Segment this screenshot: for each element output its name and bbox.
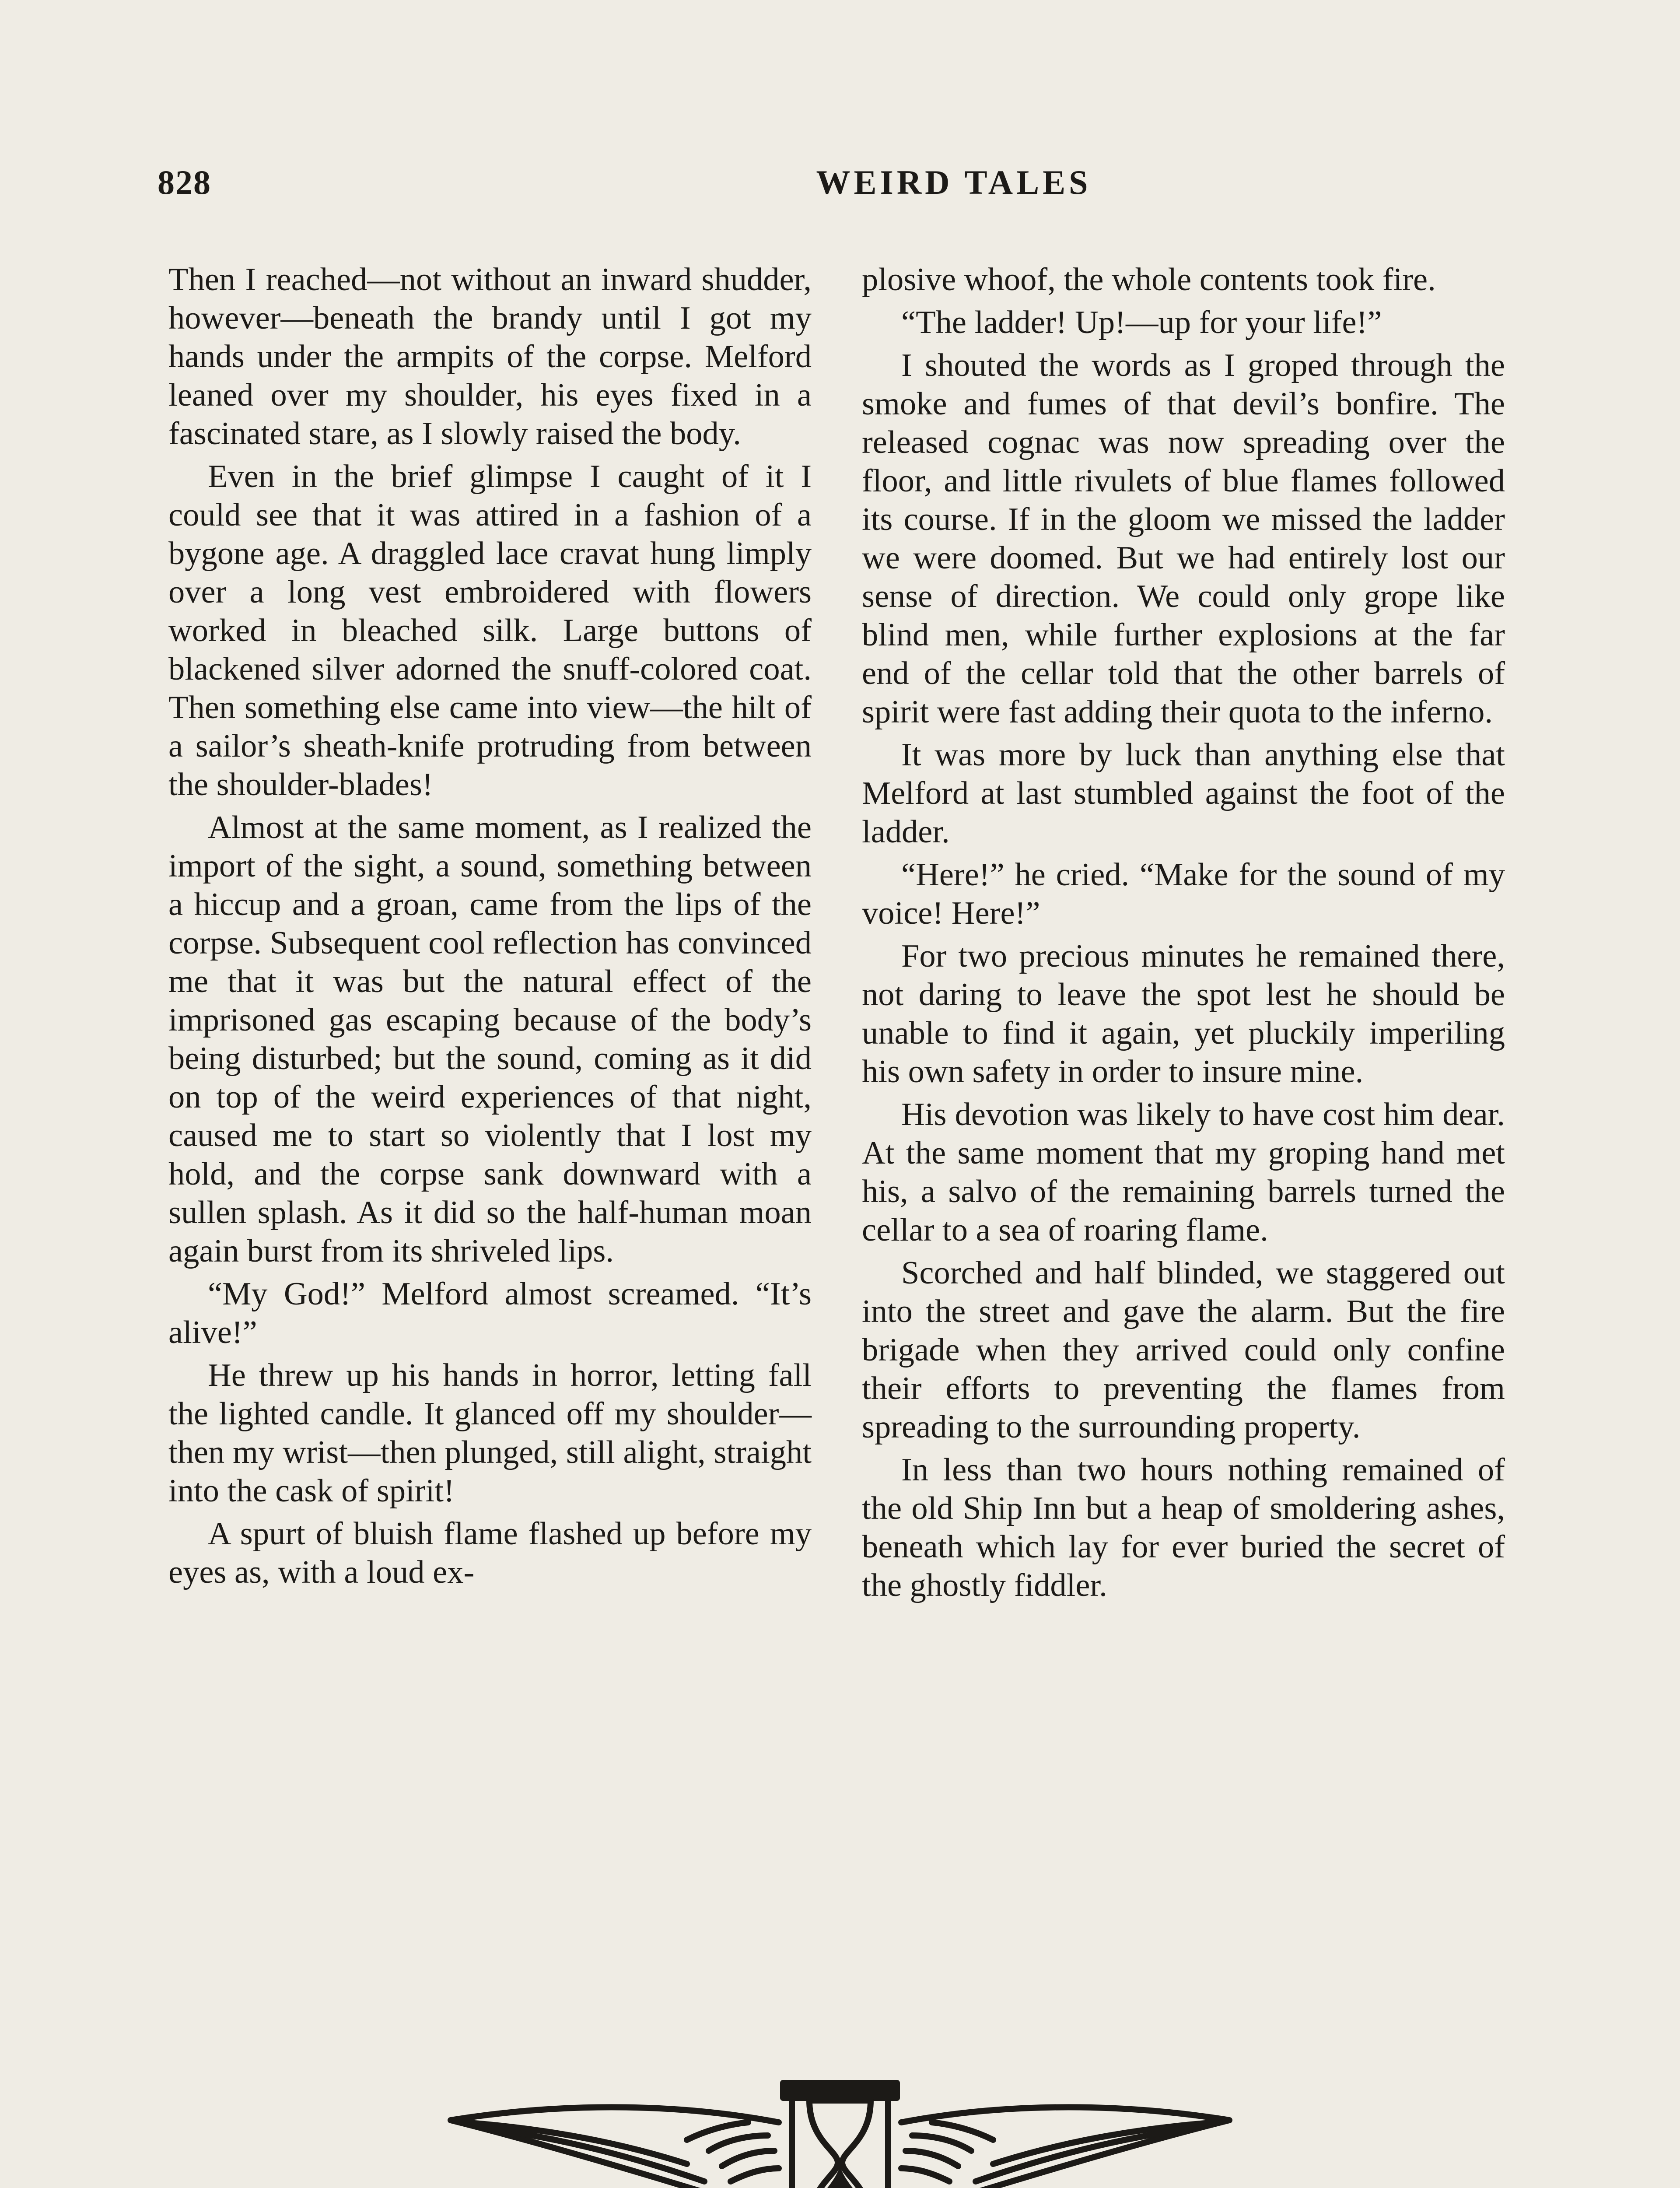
paragraph: “Here!” he cried. “Make for the sound of my voice! Here!” [862,857,1505,931]
paragraph: Almost at the same moment, as I realized the import of the sight, a sound, something between a hiccup and a groan, came from the lips of the corpse. Subsequent cool reflection has convinced me that it was but the natural effect of the imprisoned gas escaping because of the body’s being disturbed; but the sound, coming as it did on top of the weird experiences of that night, caused me to start so violently that I lost my hold, and the corpse sank downward with a sullen splash. As it did so the half-human moan again burst from its shriveled lips. [168,810,812,1269]
paragraph: Then I reached—not without an inward shudder, however—beneath the brandy until I got my hands under the armpits of the corpse. Melford leaned over my shoulder, his eyes fixed in a fascinated stare, as I slowly raised the body. [168,262,812,452]
paragraph: It was more by luck than anything else that Melford at last stumbled against the foot of the ladder. [862,737,1505,850]
paragraph: He threw up his hands in horror, letting fall the lighted candle. It glanced off my shoulder—then my wrist—then plunged, still alight, straight into the cask of spirit! [168,1357,812,1509]
page-number: 828 [158,163,211,201]
running-head: WEIRD TALES [816,163,1092,201]
paragraph: Scorched and half blinded, we staggered out into the street and gave the alarm. But the fire brigade when they arrived could only confine their efforts to preventing the flames from spreading to the surrounding property. [862,1255,1505,1445]
paragraph: A spurt of bluish flame flashed up before my eyes as, with a loud ex- [168,1516,812,1590]
left-column [168,260,812,1596]
paragraph: “The ladder! Up!—up for your life!” [901,305,1382,340]
winged-hourglass-icon [442,2074,1238,2188]
paragraph: In less than two hours nothing remained of the old Ship Inn but a heap of smoldering ashes, beneath which lay for ever buried the secret of the ghostly fiddler. [862,1452,1505,1603]
paragraph: “My God!” Melford almost screamed. “It’s alive!” [168,1276,812,1350]
page-header [158,163,1522,211]
paragraph: I shouted the words as I groped through the smoke and fumes of that devil’s bonfire. The released cognac was now spreading over the floor, and little rivulets of blue flames followed its course. If in the gloom we missed the ladder we were doomed. But we had entirely lost our sense of direction. We could only grope like blind men, while further explosions at the far end of the cellar told that the other barrels of spirit were fast adding their quota to the inferno. [862,347,1505,730]
right-column [862,260,1505,1609]
paragraph: For two precious minutes he remained there, not daring to leave the spot lest he should be unable to find it again, yet pluckily imperiling his own safety in order to insure mine. [862,938,1505,1090]
paragraph: Even in the brief glimpse I caught of it I could see that it was attired in a fashion of a bygone age. A draggled lace cravat hung limply over a long vest embroidered with flowers worked in bleached silk. Large buttons of blackened silver adorned the snuff-colored coat. Then something else came into view—the hilt of a sailor’s sheath-knife protruding from between the shoulder-blades! [168,459,812,803]
paragraph-continuation: plosive whoof, the whole contents took fire. [862,262,1436,298]
paragraph: His devotion was likely to have cost him dear. At the same moment that my groping hand met his, a salvo of the remaining barrels turned the cellar to a sea of roaring flame. [862,1097,1505,1248]
